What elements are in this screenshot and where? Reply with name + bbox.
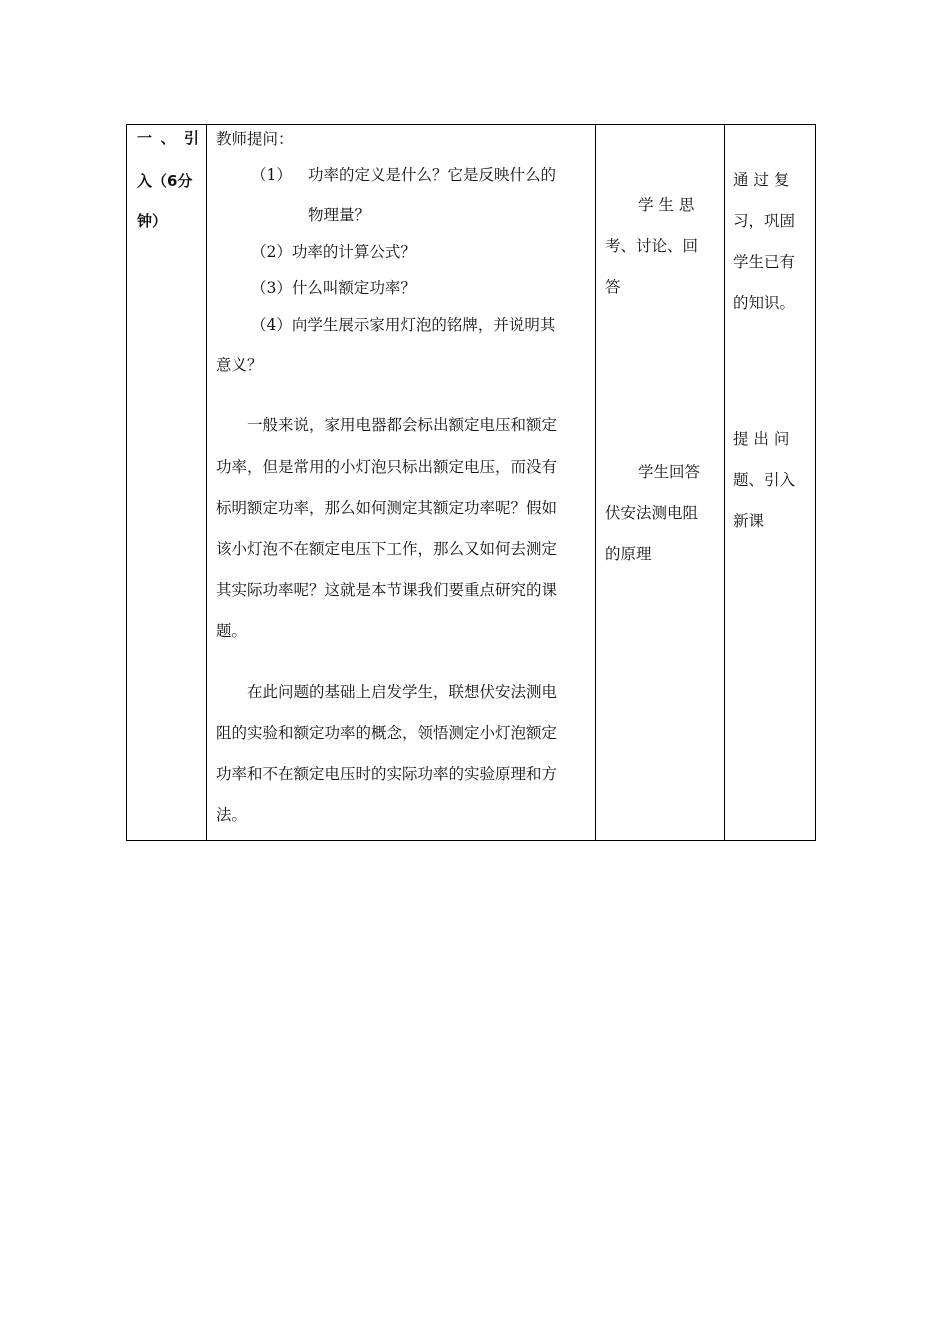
lesson-plan-table — [126, 124, 816, 841]
paragraph-1-line-3: 标明额定功率，那么如何测定其额定功率呢？假如 — [216, 499, 558, 517]
paragraph-2-line-2: 阻的实验和额定功率的概念，领悟测定小灯泡额定 — [216, 724, 558, 742]
design-intent-cell — [725, 125, 816, 840]
student-block-1-line-1: 学 生 思 — [638, 196, 695, 214]
paragraph-2-line-4: 法。 — [216, 806, 248, 824]
stage-line-1-a: 一 — [137, 129, 153, 147]
student-block-2-line-2: 伏安法测电阻 — [605, 504, 699, 522]
intent-block-2-line-3: 新课 — [733, 512, 765, 530]
question-1-number: （1） — [251, 166, 292, 184]
student-activity-cell — [596, 125, 725, 840]
stage-line-3: 钟） — [137, 212, 168, 230]
question-3: （3）什么叫额定功率？ — [251, 279, 416, 297]
intent-block-2-line-1: 提 出 问 — [733, 430, 790, 448]
paragraph-1-line-1: 一般来说，家用电器都会标出额定电压和额定 — [247, 416, 558, 434]
intent-block-1-line-1: 通 过 复 — [733, 171, 790, 189]
question-2: （2）功率的计算公式？ — [251, 243, 416, 261]
question-4-line-2: 意义？ — [216, 356, 263, 374]
teacher-activity-cell — [207, 125, 596, 840]
stage-line-1 — [137, 128, 199, 148]
stage-line-2: 入（6分 — [137, 172, 193, 190]
student-block-2-line-1: 学生回答 — [638, 463, 701, 481]
paragraph-2-line-3: 功率和不在额定电压时的实际功率的实验原理和方 — [216, 765, 558, 783]
question-1-continuation: 物理量？ — [308, 206, 371, 224]
student-block-1-line-2: 考、讨论、回 — [605, 237, 699, 255]
paragraph-2-line-1: 在此问题的基础上启发学生，联想伏安法测电 — [247, 683, 558, 701]
paragraph-1-line-6: 题。 — [216, 622, 248, 640]
paragraph-1-line-2: 功率，但是常用的小灯泡只标出额定电压，而没有 — [216, 458, 558, 476]
question-1-text: 功率的定义是什么？它是反映什么的 — [308, 166, 557, 184]
student-block-2-line-3: 的原理 — [605, 545, 652, 563]
teacher-intro: 教师提问： — [216, 130, 294, 148]
intent-block-1-line-2: 习，巩固 — [733, 212, 796, 230]
stage-cell — [127, 125, 207, 840]
paragraph-1-line-4: 该小灯泡不在额定电压下工作，那么又如何去测定 — [216, 540, 558, 558]
stage-line-1-b: 、 — [160, 129, 176, 147]
intent-block-2-line-2: 题、引入 — [733, 471, 796, 489]
student-block-1-line-3: 答 — [605, 278, 621, 296]
stage-line-1-c: 引 — [183, 129, 199, 147]
question-4-line-1: （4）向学生展示家用灯泡的铭牌，并说明其 — [251, 316, 556, 334]
paragraph-1-line-5: 其实际功率呢？这就是本节课我们要重点研究的课 — [216, 581, 558, 599]
intent-block-1-line-4: 的知识。 — [733, 294, 796, 312]
intent-block-1-line-3: 学生已有 — [733, 253, 796, 271]
